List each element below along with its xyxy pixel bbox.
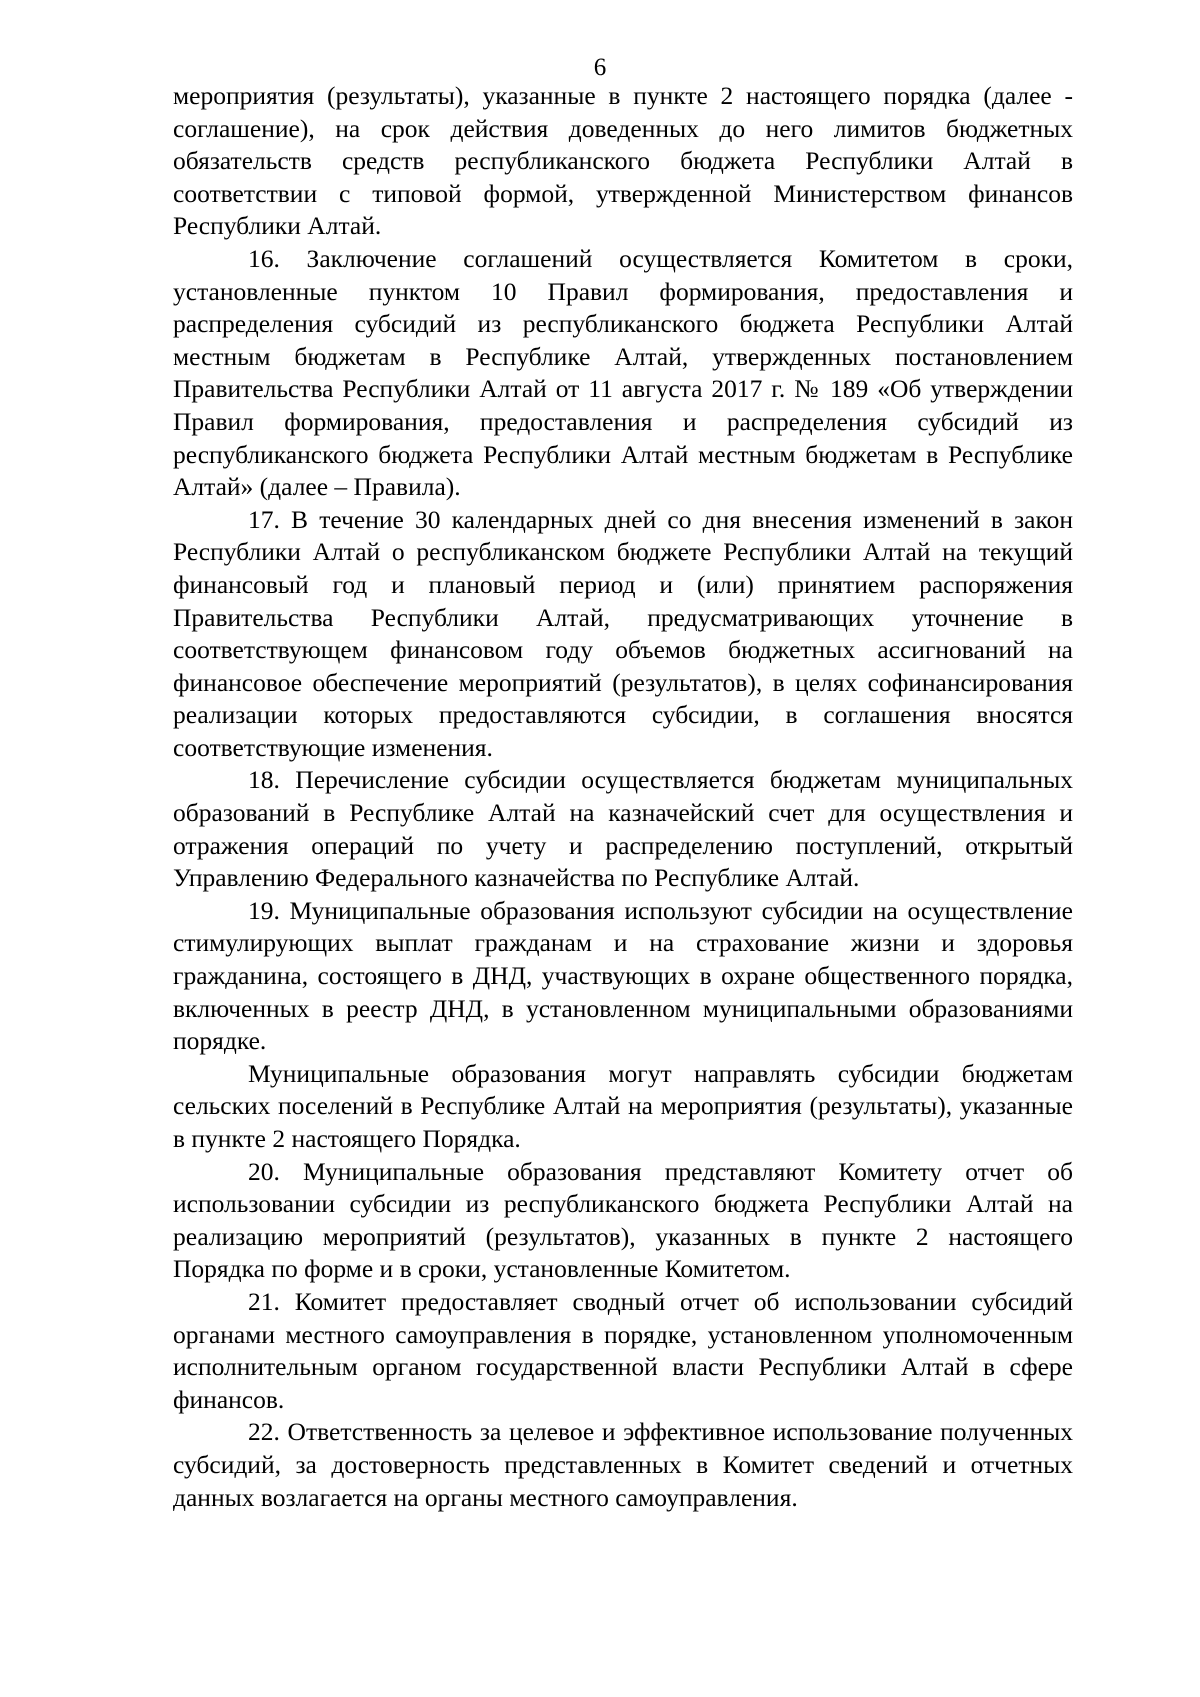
- paragraph-item-19-continuation: Муниципальные образования могут направлять субсидии бюджетам сельских поселений в Республике Алтай на мероприятия (результаты), указанные в пункте 2 настоящего Порядка.: [173, 1058, 1073, 1153]
- paragraph-continuation: мероприятия (результаты), указанные в пункте 2 настоящего порядка (далее - соглашение), на срок действия доведенных до него лимитов бюджетных обязательств средств республиканского бюджета Республики Алтай в соответствии с типовой формой, утвержденной Министерством финансов Республики Алтай.: [173, 81, 1073, 241]
- paragraph-item-17: 17. В течение 30 календарных дней со дня внесения изменений в закон Республики Алтай о республиканском бюджете Республики Алтай на текущий финансовый год и плановый период и (или) принятием распоряжения Правительства Республики Алтай, предусматривающих уточнение в соответствующем финансовом году объемов бюджетных ассигнований на финансовое обеспечение мероприятий (результатов), в целях софинансирования реализации которых предоставляются субсидии, в соглашения вносятся соответствующие изменения.: [173, 504, 1073, 762]
- document-body: [173, 80, 1073, 1514]
- paragraph-item-19: 19. Муниципальные образования используют субсидии на осуществление стимулирующих выплат гражданам и на страхование жизни и здоровья гражданина, состоящего в ДНД, участвующих в охране общественного порядка, включенных в реестр ДНД, в установленном муниципальными образованиями порядке.: [173, 895, 1073, 1056]
- paragraph-item-20: 20. Муниципальные образования представляют Комитету отчет об использовании субсидии из республиканского бюджета Республики Алтай на реализацию мероприятий (результатов), указанных в пункте 2 настоящего Порядка по форме и в сроки, установленные Комитетом.: [173, 1156, 1073, 1284]
- page-number: 6: [593, 54, 607, 81]
- paragraph-item-16: 16. Заключение соглашений осуществляется Комитетом в сроки, установленные пунктом 10 Правил формирования, предоставления и распределения субсидий из республиканского бюджета Республики Алтай местным бюджетам в Республике Алтай, утвержденных постановлением Правительства Республики Алтай от 11 августа 2017 г. № 189 «Об утверждении Правил формирования, предоставления и распределения субсидий из республиканского бюджета Республики Алтай местным бюджетам в Республике Алтай» (далее – Правила).: [173, 243, 1073, 502]
- paragraph-item-22: 22. Ответственность за целевое и эффективное использование полученных субсидий, за достоверность представленных в Комитет сведений и отчетных данных возлагается на органы местного самоуправления.: [173, 1417, 1073, 1512]
- paragraph-item-18: 18. Перечисление субсидии осуществляется бюджетам муниципальных образований в Республике Алтай на казначейский счет для осуществления и отражения операций по учету и распределению поступлений, открытый Управлению Федерального казначейства по Республике Алтай.: [173, 765, 1073, 893]
- paragraph-item-21: 21. Комитет предоставляет сводный отчет об использовании субсидий органами местного самоуправления в порядке, установленном уполномоченным исполнительным органом государственной власти Республики Алтай в сфере финансов.: [173, 1286, 1073, 1414]
